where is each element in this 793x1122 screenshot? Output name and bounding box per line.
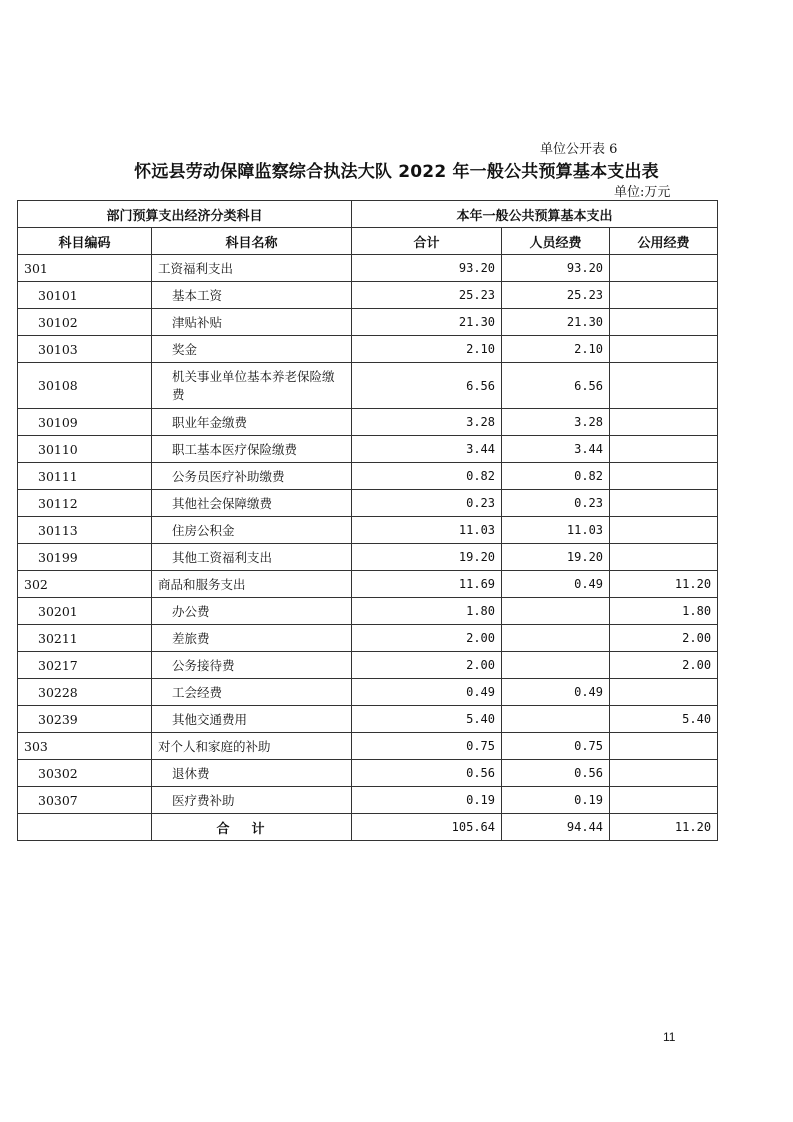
row-name: 商品和服务支出: [152, 571, 352, 598]
row-code: 30101: [18, 282, 152, 309]
row-name: 职业年金缴费: [152, 409, 352, 436]
table-row: [18, 463, 718, 490]
row-personnel: 0.75: [502, 733, 610, 760]
header-group-basic-expenditure: 本年一般公共预算基本支出: [352, 201, 718, 228]
row-code: 30103: [18, 336, 152, 363]
row-total: 25.23: [352, 282, 502, 309]
table-row: [18, 282, 718, 309]
row-code: 302: [18, 571, 152, 598]
row-public: [610, 436, 718, 463]
row-total: 0.23: [352, 490, 502, 517]
row-total: 3.44: [352, 436, 502, 463]
row-public: 5.40: [610, 706, 718, 733]
row-code: 30307: [18, 787, 152, 814]
budget-expenditure-table: [17, 200, 718, 841]
row-name: 退休费: [152, 760, 352, 787]
row-total: 6.56: [352, 363, 502, 409]
table-row: [18, 679, 718, 706]
row-public: [610, 787, 718, 814]
row-personnel: 25.23: [502, 282, 610, 309]
total-empty-cell: [18, 814, 152, 841]
row-total: 0.19: [352, 787, 502, 814]
row-code: 30110: [18, 436, 152, 463]
row-personnel: 0.56: [502, 760, 610, 787]
row-personnel: 3.28: [502, 409, 610, 436]
row-total: 5.40: [352, 706, 502, 733]
row-code: 30302: [18, 760, 152, 787]
row-name: 办公费: [152, 598, 352, 625]
row-public: [610, 733, 718, 760]
table-row: [18, 409, 718, 436]
row-personnel: 6.56: [502, 363, 610, 409]
row-name: 工资福利支出: [152, 255, 352, 282]
row-total: 2.10: [352, 336, 502, 363]
row-public: [610, 544, 718, 571]
row-public: [610, 463, 718, 490]
row-name: 津贴补贴: [152, 309, 352, 336]
row-code: 30113: [18, 517, 152, 544]
row-name: 医疗费补助: [152, 787, 352, 814]
row-personnel: [502, 625, 610, 652]
row-name: 奖金: [152, 336, 352, 363]
header-total: 合计: [352, 228, 502, 255]
header-public: 公用经费: [610, 228, 718, 255]
page-title: 怀远县劳动保障监察综合执法大队 2022 年一般公共预算基本支出表: [134, 162, 659, 182]
row-code: 30112: [18, 490, 152, 517]
table-row: [18, 255, 718, 282]
row-public: [610, 517, 718, 544]
row-personnel: 93.20: [502, 255, 610, 282]
row-public: 11.20: [610, 571, 718, 598]
row-public: 2.00: [610, 625, 718, 652]
total-row: [18, 814, 718, 841]
row-public: [610, 760, 718, 787]
table-row: [18, 309, 718, 336]
table-row: [18, 760, 718, 787]
header-group-classification: 部门预算支出经济分类科目: [18, 201, 352, 228]
header-code: 科目编码: [18, 228, 152, 255]
row-public: [610, 255, 718, 282]
row-total: 2.00: [352, 625, 502, 652]
table-row: [18, 598, 718, 625]
row-total: 11.03: [352, 517, 502, 544]
row-personnel: 0.82: [502, 463, 610, 490]
total-public: 11.20: [610, 814, 718, 841]
row-name: 其他交通费用: [152, 706, 352, 733]
row-total: 0.75: [352, 733, 502, 760]
row-code: 30239: [18, 706, 152, 733]
row-public: [610, 336, 718, 363]
row-total: 11.69: [352, 571, 502, 598]
table-row: [18, 652, 718, 679]
total-personnel: 94.44: [502, 814, 610, 841]
row-public: 1.80: [610, 598, 718, 625]
row-public: [610, 282, 718, 309]
row-name: 公务接待费: [152, 652, 352, 679]
row-total: 3.28: [352, 409, 502, 436]
row-personnel: 19.20: [502, 544, 610, 571]
row-personnel: [502, 706, 610, 733]
row-name: 其他工资福利支出: [152, 544, 352, 571]
row-code: 30109: [18, 409, 152, 436]
row-name: 住房公积金: [152, 517, 352, 544]
row-public: [610, 309, 718, 336]
header-personnel: 人员经费: [502, 228, 610, 255]
row-code: 30217: [18, 652, 152, 679]
table-row: [18, 363, 718, 409]
header-name: 科目名称: [152, 228, 352, 255]
row-public: [610, 409, 718, 436]
row-public: 2.00: [610, 652, 718, 679]
row-total: 1.80: [352, 598, 502, 625]
row-total: 21.30: [352, 309, 502, 336]
row-total: 0.56: [352, 760, 502, 787]
row-name: 差旅费: [152, 625, 352, 652]
row-public: [610, 490, 718, 517]
table-row: [18, 517, 718, 544]
table-row: [18, 571, 718, 598]
total-label: 合计: [152, 814, 352, 841]
unit-label: 单位:万元: [614, 185, 671, 200]
row-personnel: [502, 652, 610, 679]
row-total: 93.20: [352, 255, 502, 282]
row-name: 公务员医疗补助缴费: [152, 463, 352, 490]
row-personnel: 3.44: [502, 436, 610, 463]
row-code: 301: [18, 255, 152, 282]
row-code: 30111: [18, 463, 152, 490]
table-row: [18, 733, 718, 760]
table-row: [18, 706, 718, 733]
row-code: 30108: [18, 363, 152, 409]
row-public: [610, 363, 718, 409]
row-personnel: 0.49: [502, 571, 610, 598]
table-row: [18, 436, 718, 463]
row-name: 工会经费: [152, 679, 352, 706]
row-name: 职工基本医疗保险缴费: [152, 436, 352, 463]
row-personnel: 0.23: [502, 490, 610, 517]
row-name: 机关事业单位基本养老保险缴费: [152, 363, 352, 409]
row-name: 其他社会保障缴费: [152, 490, 352, 517]
row-personnel: 2.10: [502, 336, 610, 363]
row-personnel: 21.30: [502, 309, 610, 336]
row-personnel: 0.49: [502, 679, 610, 706]
page-number: 11: [663, 1030, 676, 1044]
row-personnel: 0.19: [502, 787, 610, 814]
table-row: [18, 544, 718, 571]
table-row: [18, 336, 718, 363]
row-code: 30211: [18, 625, 152, 652]
table-row: [18, 625, 718, 652]
row-code: 303: [18, 733, 152, 760]
row-total: 0.82: [352, 463, 502, 490]
row-name: 基本工资: [152, 282, 352, 309]
row-name: 对个人和家庭的补助: [152, 733, 352, 760]
row-personnel: 11.03: [502, 517, 610, 544]
row-total: 0.49: [352, 679, 502, 706]
row-total: 2.00: [352, 652, 502, 679]
row-personnel: [502, 598, 610, 625]
row-code: 30228: [18, 679, 152, 706]
row-code: 30201: [18, 598, 152, 625]
table-number: 单位公开表 6: [540, 142, 618, 157]
row-total: 19.20: [352, 544, 502, 571]
table-row: [18, 490, 718, 517]
total-amount: 105.64: [352, 814, 502, 841]
row-code: 30102: [18, 309, 152, 336]
table-row: [18, 787, 718, 814]
row-code: 30199: [18, 544, 152, 571]
row-public: [610, 679, 718, 706]
